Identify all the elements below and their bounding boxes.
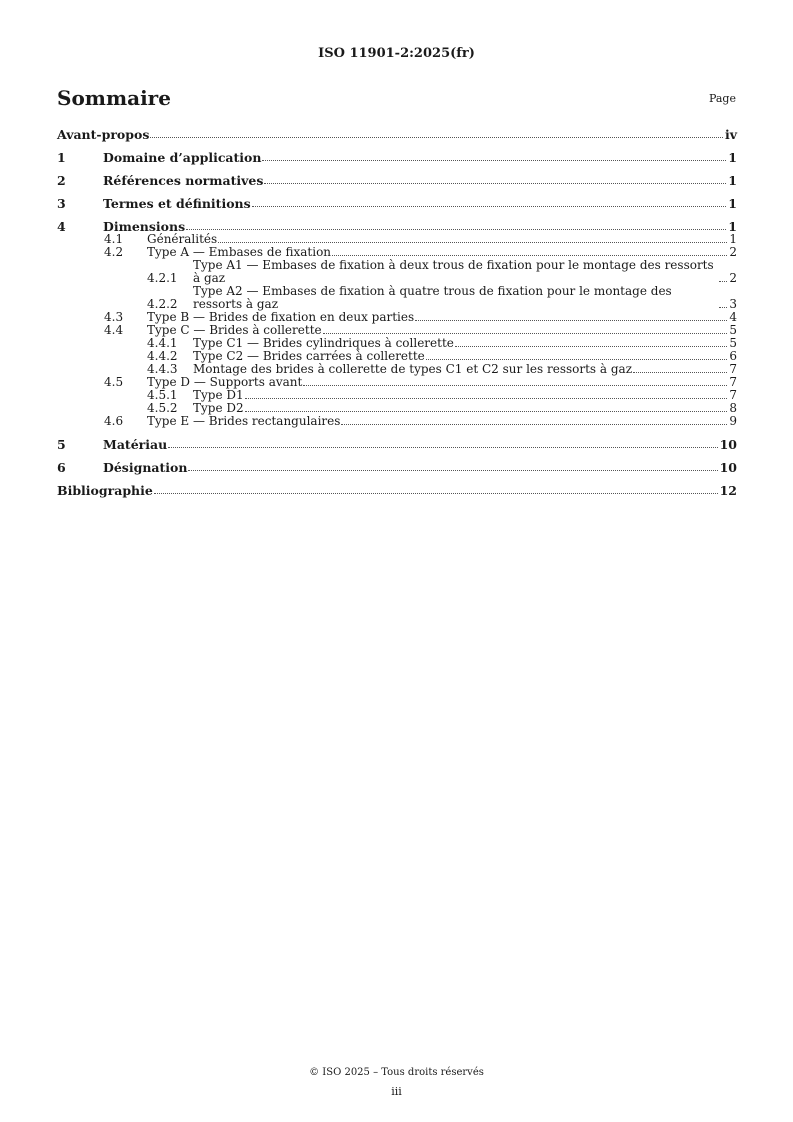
dot-leader (186, 229, 726, 230)
footer-page-number: iii (391, 1085, 402, 1098)
toc-entry[interactable] (57, 128, 737, 141)
toc-entry-page: 12 (719, 483, 737, 498)
dot-leader (252, 206, 727, 207)
toc-entry[interactable] (57, 461, 737, 474)
dot-leader (188, 470, 717, 471)
dot-leader (264, 183, 726, 184)
dot-leader (262, 160, 726, 161)
toc-entry-page: 1 (729, 232, 737, 246)
toc-entry-number: 4.5 (104, 375, 124, 389)
toc-entry[interactable] (57, 438, 737, 451)
toc-entry-number: 4.6 (104, 414, 124, 428)
toc-entry-title: Type D — Supports avant (147, 375, 303, 389)
toc-entry-number: 4.2 (104, 245, 124, 259)
toc-entry-title: Dimensions (103, 219, 186, 234)
dot-leader (218, 242, 727, 243)
dot-leader (245, 398, 728, 399)
toc-entry-page: 7 (729, 388, 737, 402)
toc-entry-title: Désignation (103, 460, 188, 475)
dot-leader (245, 411, 728, 412)
toc-entry-title: Termes et définitions (103, 196, 251, 211)
toc-entry-page: 1 (728, 150, 737, 165)
toc-entry-page: 1 (728, 219, 737, 234)
toc-entry-number: 6 (57, 460, 66, 475)
toc-entry-number: 4.3 (104, 310, 124, 324)
toc-entry-title: Type D2 (193, 401, 244, 415)
toc-entry-title: Domaine d’application (103, 150, 262, 165)
footer-copyright: © ISO 2025 – Tous droits réservés (309, 1067, 484, 1078)
toc-entry[interactable] (57, 151, 737, 164)
toc-entry-page: 5 (729, 336, 737, 350)
toc-entry-title: Généralités (147, 232, 218, 246)
toc-entry-number: 4.1 (104, 232, 124, 246)
dot-leader (426, 359, 728, 360)
dot-leader (168, 447, 717, 448)
toc-entry-number: 1 (57, 150, 66, 165)
toc-entry-page: 1 (728, 173, 737, 188)
toc-entry-page: 7 (729, 375, 737, 389)
table-of-contents (57, 128, 737, 497)
toc-entry-page: 2 (729, 271, 737, 285)
page-title: Sommaire (57, 86, 171, 110)
toc-entry-number: 4.5.1 (147, 388, 178, 402)
toc-entry-title: Type D1 (193, 388, 244, 402)
toc-entry-page: 1 (728, 196, 737, 211)
toc-entry-title: Type B — Brides de fixation en deux parties (147, 310, 415, 324)
toc-entry[interactable] (57, 285, 737, 311)
toc-entry-title: Type A2 — Embases de fixation à quatre trous de fixation pour le montage des ressorts à gaz (193, 284, 672, 311)
dot-leader (332, 255, 727, 256)
toc-entry-number: 2 (57, 173, 66, 188)
dot-leader (415, 320, 727, 321)
dot-leader (455, 346, 727, 347)
toc-entry[interactable] (57, 259, 737, 285)
toc-entry-title: Montage des brides à collerette de types C1 et C2 sur les ressorts à gaz (193, 362, 633, 376)
toc-entry-title: Références normatives (103, 173, 264, 188)
toc-entry-number: 4.4 (104, 323, 124, 337)
toc-entry-page: 6 (729, 349, 737, 363)
toc-entry-number: 4.4.2 (147, 349, 178, 363)
toc-entry-number: 4.4.1 (147, 336, 178, 350)
toc-entry-number: 4.2.2 (147, 297, 178, 311)
document-header: ISO 11901-2:2025(fr) (318, 46, 475, 61)
dot-leader (323, 333, 728, 334)
toc-entry-title: Type A — Embases de fixation (147, 245, 332, 259)
toc-entry-page: 5 (729, 323, 737, 337)
dot-leader (150, 137, 723, 138)
toc-entry-number: 4.5.2 (147, 401, 178, 415)
toc-entry-title: Bibliographie (57, 483, 153, 498)
toc-entry[interactable] (57, 484, 737, 497)
toc-entry[interactable] (57, 415, 737, 428)
toc-entry-page: 7 (729, 362, 737, 376)
toc-entry[interactable] (57, 197, 737, 210)
toc-entry-page: iv (724, 127, 737, 142)
toc-entry-number: 4.2.1 (147, 271, 178, 285)
toc-entry-page: 9 (729, 414, 737, 428)
toc-entry[interactable] (57, 174, 737, 187)
dot-leader (719, 281, 727, 282)
dot-leader (303, 385, 727, 386)
toc-entry-page: 10 (719, 437, 737, 452)
toc-entry-number: 3 (57, 196, 66, 211)
toc-entry-number: 4 (57, 219, 66, 234)
toc-entry-title: Type C — Brides à collerette (147, 323, 322, 337)
toc-entry-page: 2 (729, 245, 737, 259)
toc-entry-page: 4 (729, 310, 737, 324)
dot-leader (154, 493, 718, 494)
dot-leader (633, 372, 727, 373)
toc-entry-page: 8 (729, 401, 737, 415)
toc-entry-title: Type A1 — Embases de fixation à deux trous de fixation pour le montage des ressorts à gaz (193, 258, 714, 285)
toc-entry-number: 5 (57, 437, 66, 452)
toc-entry-title: Avant-propos (57, 127, 150, 142)
toc-entry-page: 3 (729, 297, 737, 311)
dot-leader (341, 424, 727, 425)
toc-entry-page: 10 (719, 460, 737, 475)
toc-entry-title: Matériau (103, 437, 168, 452)
dot-leader (719, 307, 727, 308)
page-column-label: Page (708, 92, 736, 105)
toc-entry-number: 4.4.3 (147, 362, 178, 376)
toc-entry-title: Type C1 — Brides cylindriques à collerette (193, 336, 454, 350)
toc-entry-title: Type C2 — Brides carrées à collerette (193, 349, 425, 363)
toc-entry-title: Type E — Brides rectangulaires (147, 414, 341, 428)
